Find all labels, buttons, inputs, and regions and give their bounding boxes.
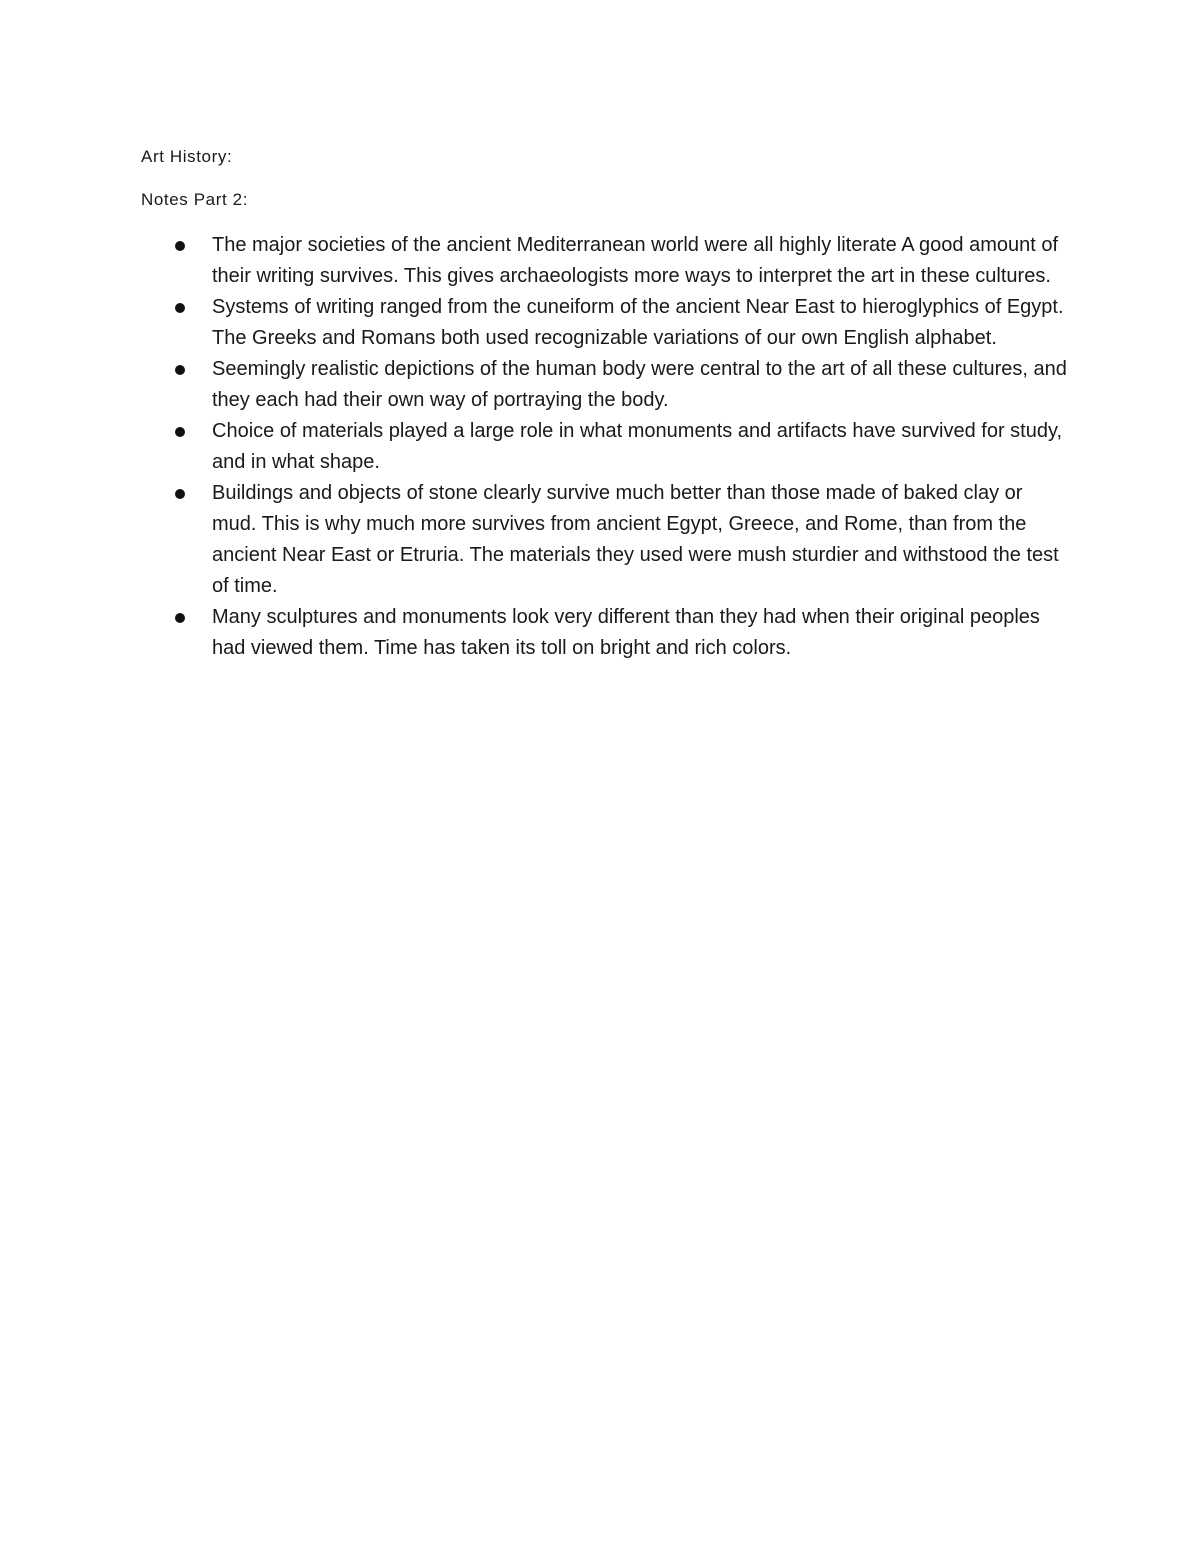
list-item bbox=[171, 478, 1071, 602]
note-text: Buildings and objects of stone clearly survive much better than those made of baked clay or mud. This is why much more survives from ancient Egypt, Greece, and Rome, than from the ancient Near East or Etruria. The materials they used were mush sturdier and withstood the test of time. bbox=[212, 482, 1059, 597]
list-item bbox=[171, 416, 1071, 478]
note-text: Systems of writing ranged from the cuneiform of the ancient Near East to hieroglyphics of Egypt. The Greeks and Romans both used recognizable variations of our own English alphabet. bbox=[212, 296, 1064, 349]
list-item bbox=[171, 354, 1071, 416]
bullet-icon bbox=[175, 427, 185, 437]
bullet-icon bbox=[175, 303, 185, 313]
document-title: Art History: bbox=[141, 147, 233, 166]
notes-list bbox=[171, 230, 1071, 664]
bullet-icon bbox=[175, 241, 185, 251]
bullet-icon bbox=[175, 613, 185, 623]
note-text: The major societies of the ancient Mediterranean world were all highly literate A good amount of their writing survives. This gives archaeologists more ways to interpret the art in these cultures. bbox=[212, 234, 1059, 287]
list-item bbox=[171, 292, 1071, 354]
note-text: Many sculptures and monuments look very different than they had when their original peoples had viewed them. Time has taken its toll on bright and rich colors. bbox=[212, 606, 1040, 659]
notes-subtitle: Notes Part 2: bbox=[141, 190, 249, 209]
bullet-icon bbox=[175, 489, 185, 499]
list-item bbox=[171, 602, 1071, 664]
list-item bbox=[171, 230, 1071, 292]
note-text: Choice of materials played a large role in what monuments and artifacts have survived for study, and in what shape. bbox=[212, 420, 1063, 473]
note-text: Seemingly realistic depictions of the human body were central to the art of all these cultures, and they each had their own way of portraying the body. bbox=[212, 358, 1067, 411]
bullet-icon bbox=[175, 365, 185, 375]
